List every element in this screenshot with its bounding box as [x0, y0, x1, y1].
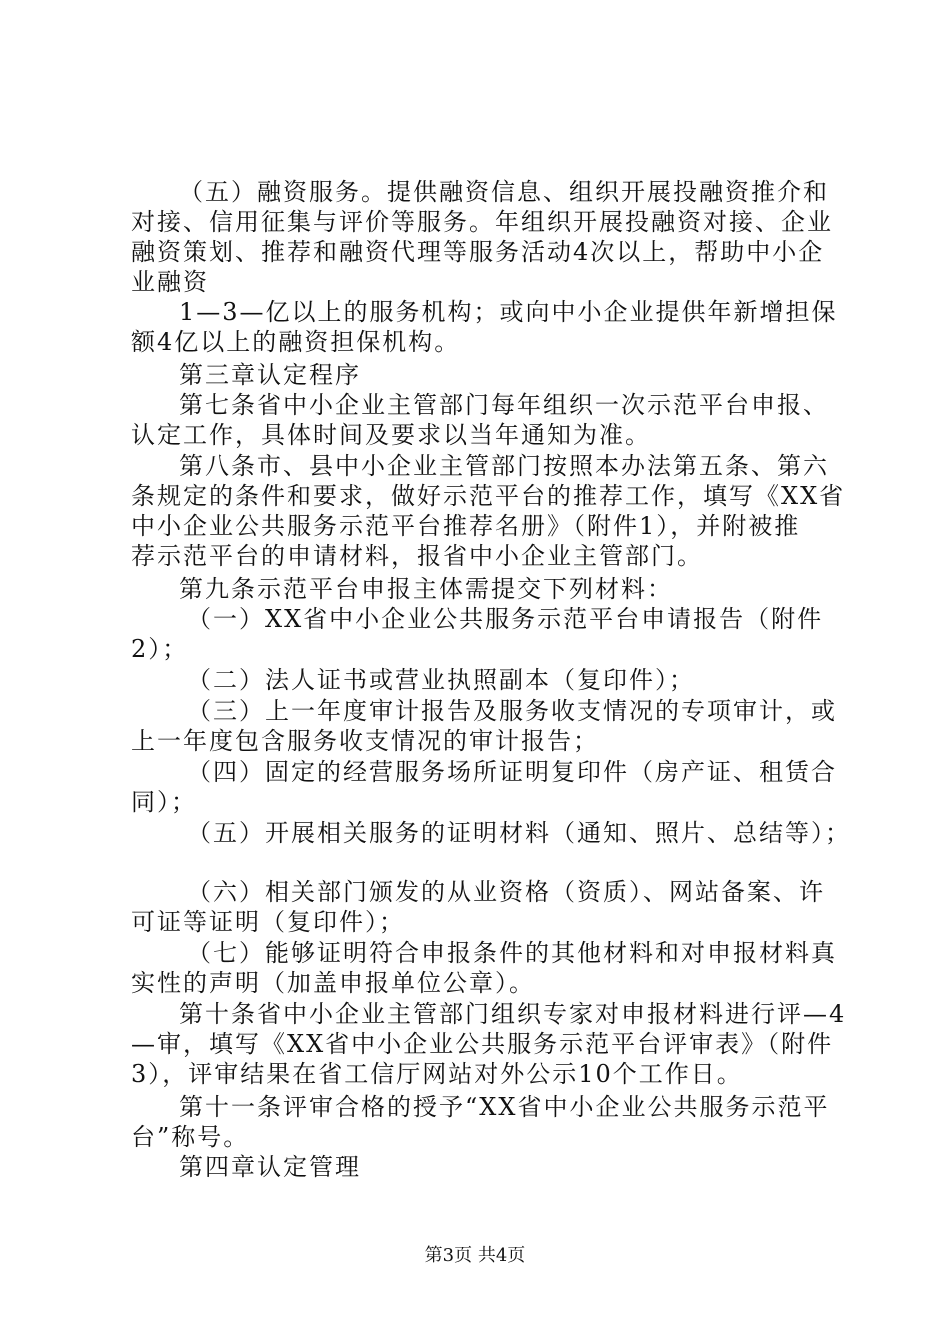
text-line: 实性的声明（加盖申报单位公章）。 — [131, 969, 535, 997]
text-line: 第七条省中小企业主管部门每年组织一次示范平台申报、 — [179, 391, 829, 419]
list-item: （二）法人证书或营业执照副本（复印件）； — [187, 666, 695, 694]
text-line: 中小企业公共服务示范平台推荐名册》（附件1），并附被推 — [131, 512, 801, 540]
text-line: 第八条市、县中小企业主管部门按照本办法第五条、第六 — [179, 452, 829, 480]
text-line: 对接、信用征集与评价等服务。年组织开展投融资对接、企业 — [131, 208, 833, 236]
text-line: 同）； — [131, 788, 197, 816]
text-line: 上一年度包含服务收支情况的审计报告； — [131, 727, 599, 755]
chapter-heading: 第四章认定管理 — [179, 1153, 361, 1181]
list-item: （七）能够证明符合申报条件的其他材料和对申报材料真 — [187, 939, 837, 967]
list-item: （一）XX省中小企业公共服务示范平台申请报告（附件 — [187, 605, 824, 633]
list-item: （六）相关部门颁发的从业资格（资质）、网站备案、许 — [187, 878, 825, 906]
text-line: 第九条示范平台申报主体需提交下列材料： — [179, 575, 673, 603]
text-line: 额4亿以上的融资担保机构。 — [131, 328, 461, 356]
text-line: 第十一条评审合格的授予“XX省中小企业公共服务示范平 — [179, 1093, 830, 1121]
list-item: （三）上一年度审计报告及服务收支情况的专项审计，或 — [187, 697, 837, 725]
text-line: 2）； — [131, 635, 189, 663]
text-line: —审，填写《XX省中小企业公共服务示范平台评审表》（附件 — [131, 1030, 834, 1058]
text-line: 业融资 — [131, 268, 209, 296]
list-item: （五）开展相关服务的证明材料（通知、照片、总结等）； — [187, 819, 851, 847]
text-line: 第十条省中小企业主管部门组织专家对申报材料进行评—4 — [179, 1000, 847, 1028]
chapter-heading: 第三章认定程序 — [179, 361, 361, 389]
text-line: 1—3—亿以上的服务机构；或向中小企业提供年新增担保 — [179, 298, 838, 326]
text-line: 可证等证明（复印件）； — [131, 908, 405, 936]
page-number-footer: 第3页 共4页 — [424, 1245, 526, 1266]
text-line: 条规定的条件和要求，做好示范平台的推荐工作，填写《XX省 — [131, 482, 846, 510]
list-item: （四）固定的经营服务场所证明复印件（房产证、租赁合 — [187, 758, 837, 786]
text-line: 3），评审结果在省工信厅网站对外公示10个工作日。 — [131, 1060, 743, 1088]
text-line: 认定工作，具体时间及要求以当年通知为准。 — [131, 421, 651, 449]
text-line: 融资策划、推荐和融资代理等服务活动4次以上，帮助中小企 — [131, 238, 825, 266]
text-line: 荐示范平台的申请材料，报省中小企业主管部门。 — [131, 542, 703, 570]
text-line: 台”称号。 — [131, 1123, 250, 1151]
text-line: （五）融资服务。提供融资信息、组织开展投融资推介和 — [179, 178, 829, 206]
